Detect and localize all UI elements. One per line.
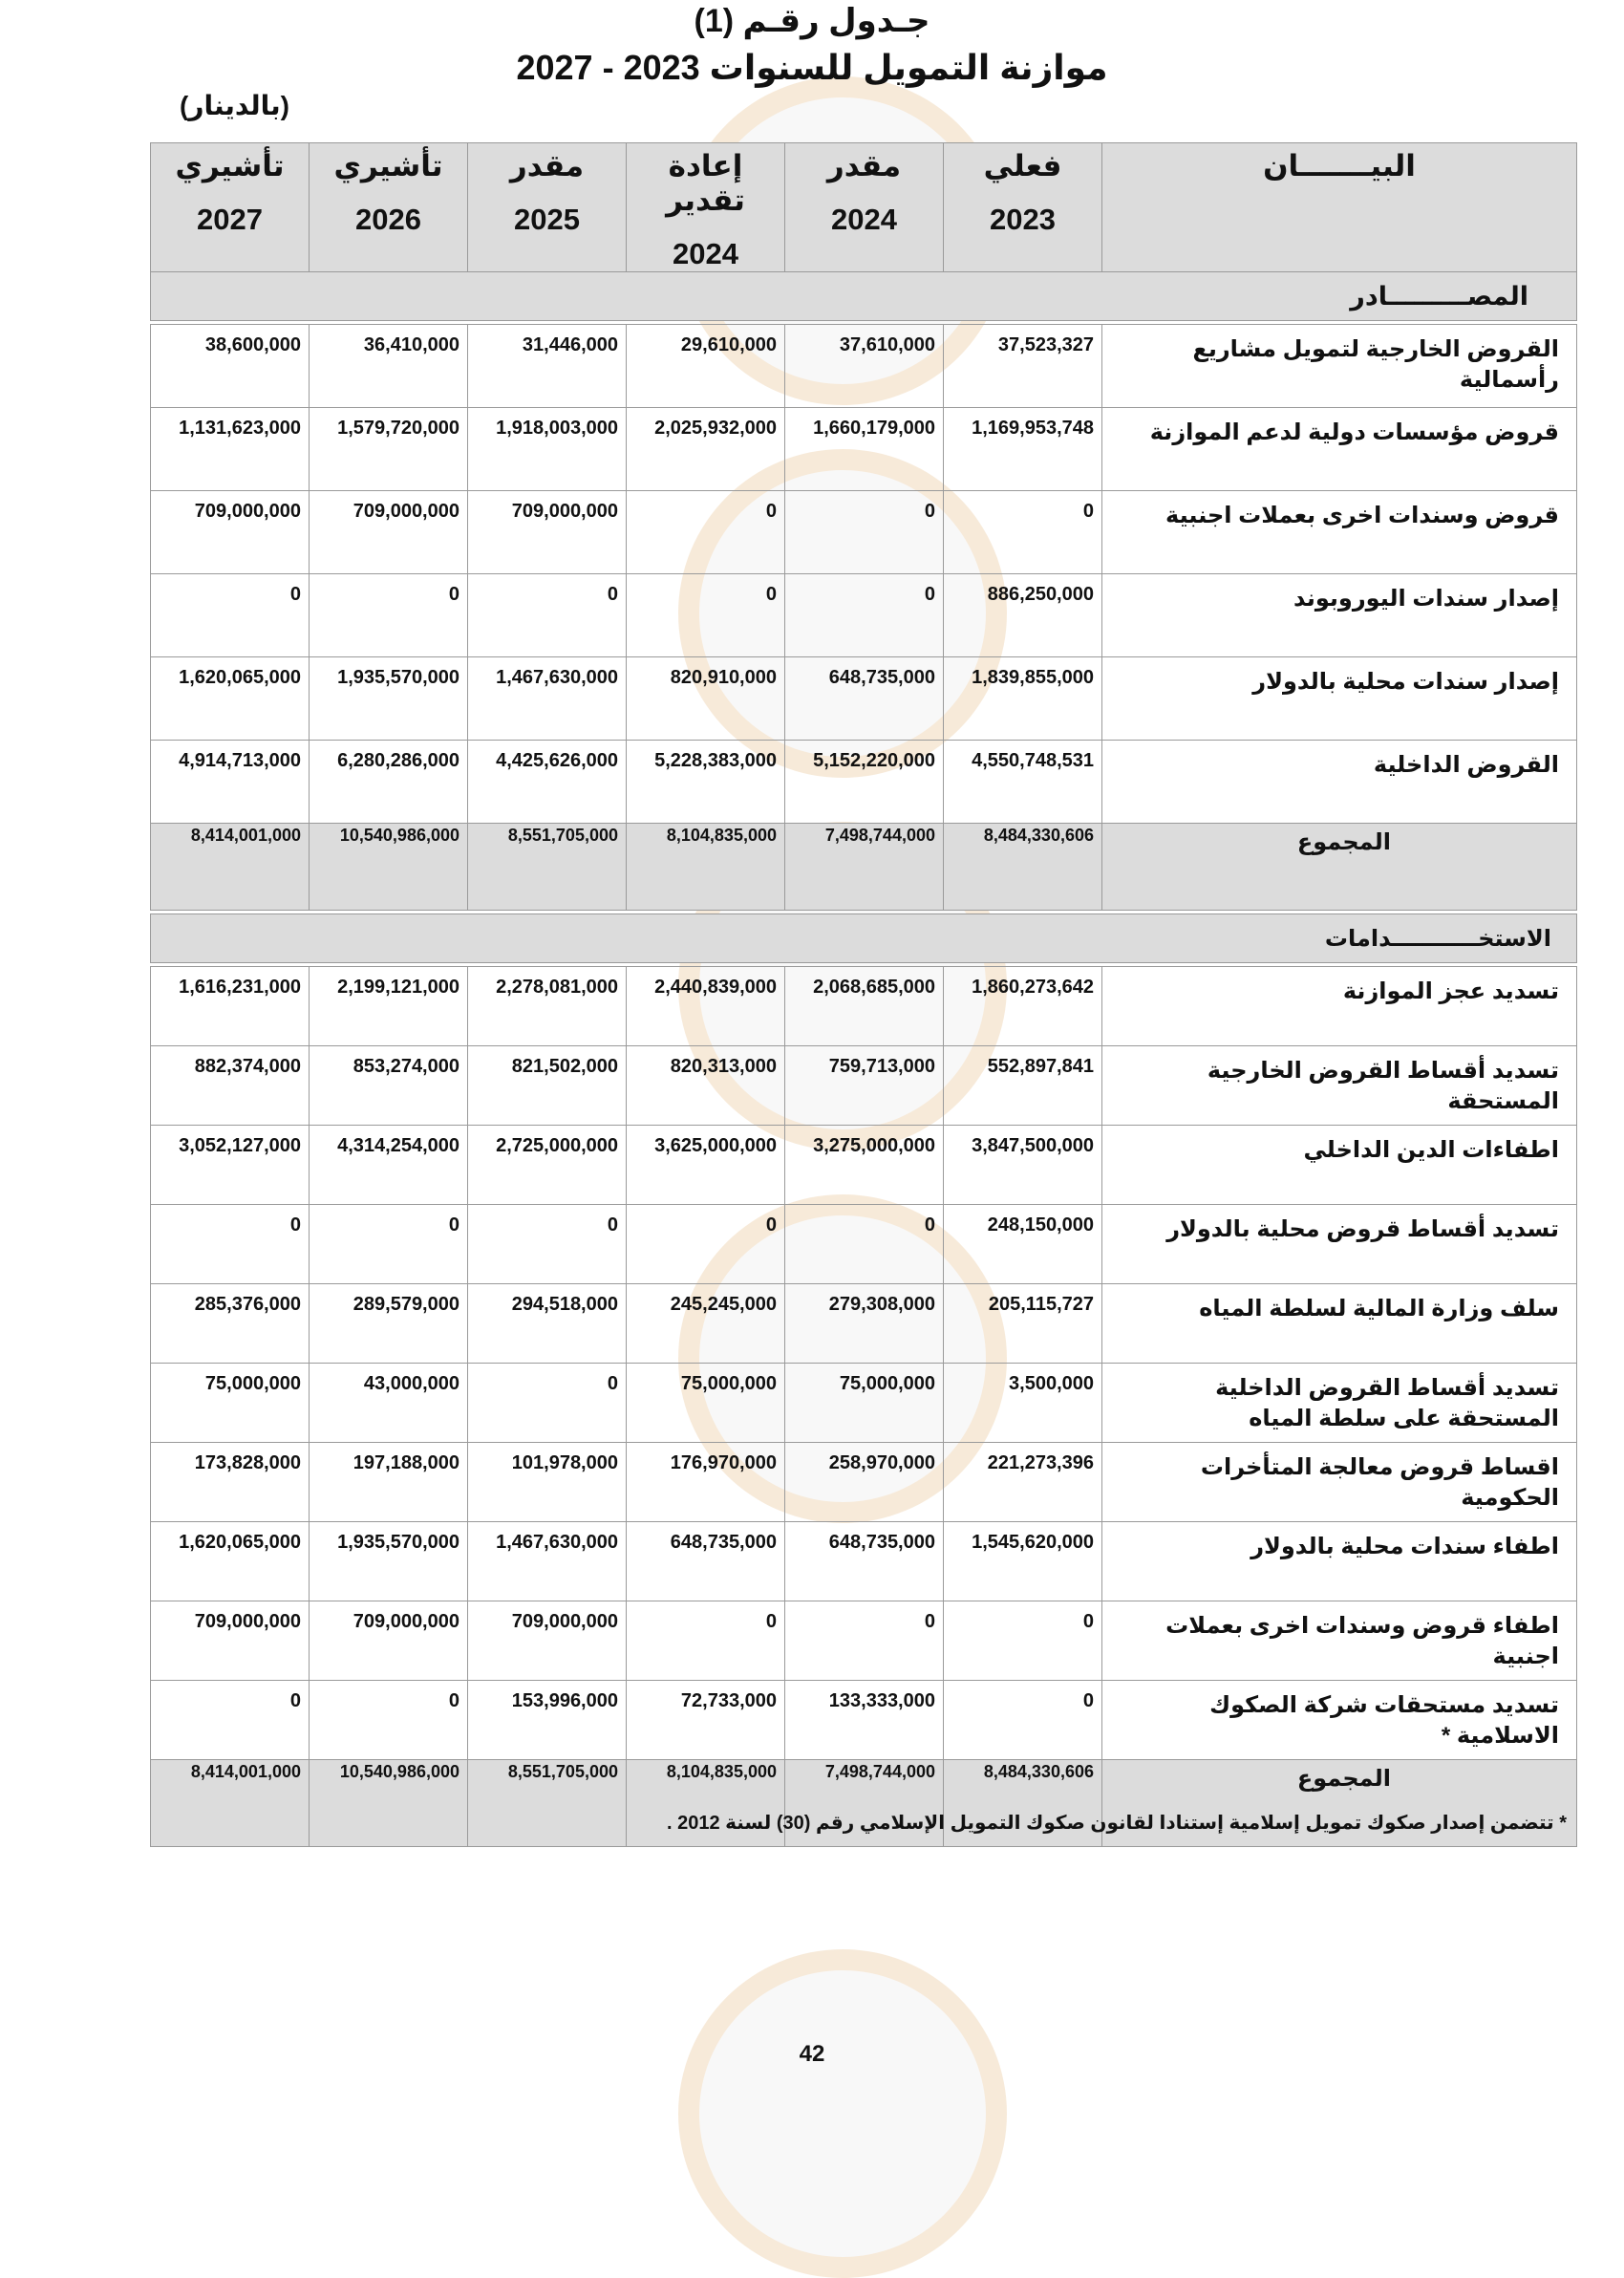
cell-value: 31,446,000: [468, 325, 627, 408]
row-label: تسديد مستحقات شركة الصكوك الاسلامية *: [1102, 1681, 1577, 1760]
cell-value: 72,733,000: [627, 1681, 785, 1760]
cell-value: 0: [468, 1364, 627, 1443]
column-type: تأشيري: [333, 149, 443, 183]
table-row: [151, 657, 1577, 741]
column-year: 2027: [197, 203, 263, 236]
cell-value: 2,725,000,000: [468, 1126, 627, 1205]
column-header-2024: [785, 143, 944, 272]
row-label: تسديد أقساط قروض محلية بالدولار: [1102, 1205, 1577, 1284]
cell-value: 248,150,000: [944, 1205, 1102, 1284]
cell-value: 258,970,000: [785, 1443, 944, 1522]
cell-value: 285,376,000: [151, 1284, 310, 1364]
total-label: [1102, 824, 1577, 911]
column-type: مقدر: [826, 149, 902, 183]
cell-value: 2,068,685,000: [785, 967, 944, 1046]
column-type: تأشيري: [175, 149, 285, 183]
watermark-clock: [678, 1949, 1007, 2278]
cell-value: 101,978,000: [468, 1443, 627, 1522]
row-label: اطفاءات الدين الداخلي: [1102, 1126, 1577, 1205]
cell-value: 0: [944, 1601, 1102, 1681]
row-label: القروض الداخلية: [1102, 741, 1577, 824]
row-label: قروض مؤسسات دولية لدعم الموازنة: [1102, 408, 1577, 491]
column-year: 2026: [355, 203, 421, 236]
cell-value: 0: [944, 1681, 1102, 1760]
cell-value: 3,625,000,000: [627, 1126, 785, 1205]
cell-value: 0: [785, 491, 944, 574]
cell-value: 75,000,000: [151, 1364, 310, 1443]
cell-value: 75,000,000: [627, 1364, 785, 1443]
cell-value: 2,440,839,000: [627, 967, 785, 1046]
cell-value: 245,245,000: [627, 1284, 785, 1364]
cell-value: 820,910,000: [627, 657, 785, 741]
page-title: موازنة التمويل للسنوات 2023 - 2027: [516, 48, 1108, 87]
cell-value: 0: [468, 574, 627, 657]
column-year: 2025: [514, 203, 580, 236]
table-row: [151, 1364, 1577, 1443]
row-label: تسديد عجز الموازنة: [1102, 967, 1577, 1046]
row-label: سلف وزارة المالية لسلطة المياه: [1102, 1284, 1577, 1364]
cell-value: 5,152,220,000: [785, 741, 944, 824]
row-label: القروض الخارجية لتمويل مشاريع رأسمالية: [1102, 325, 1577, 408]
column-header-2026: [310, 143, 468, 272]
cell-value: 43,000,000: [310, 1364, 468, 1443]
cell-value: 709,000,000: [468, 491, 627, 574]
cell-value: 1,660,179,000: [785, 408, 944, 491]
column-header-2025: [468, 143, 627, 272]
table-row: [151, 1443, 1577, 1522]
cell-value: 2,025,932,000: [627, 408, 785, 491]
cell-value: 29,610,000: [627, 325, 785, 408]
cell-value: 882,374,000: [151, 1046, 310, 1126]
cell-value: 0: [310, 1205, 468, 1284]
cell-value: 648,735,000: [785, 1522, 944, 1601]
cell-value: 3,847,500,000: [944, 1126, 1102, 1205]
cell-value: 1,935,570,000: [310, 657, 468, 741]
cell-value: 4,314,254,000: [310, 1126, 468, 1205]
cell-value: 0: [627, 491, 785, 574]
cell-value: 0: [944, 491, 1102, 574]
cell-value: 1,935,570,000: [310, 1522, 468, 1601]
column-header-description: [1102, 143, 1577, 272]
cell-value: 709,000,000: [310, 491, 468, 574]
cell-value: 0: [310, 574, 468, 657]
row-label: إصدار سندات محلية بالدولار: [1102, 657, 1577, 741]
footnote: * تتضمن إصدار صكوك تمويل إسلامية إستنادا لقانون صكوك التمويل الإسلامي رقم (30) لسنة 2012 .: [666, 1813, 1567, 1834]
uses-section-header: [151, 914, 1577, 963]
column-year: 2024: [831, 203, 897, 236]
total-label-text: المجموع: [1296, 1766, 1391, 1792]
row-label: تسديد أقساط القروض الداخلية المستحقة على سلطة المياه: [1102, 1364, 1577, 1443]
cell-value: 75,000,000: [785, 1364, 944, 1443]
row-label: اطفاء قروض وسندات اخرى بعملات اجنبية: [1102, 1601, 1577, 1681]
sources-total-row: [151, 824, 1577, 911]
cell-value: 37,523,327: [944, 325, 1102, 408]
table-row: [151, 574, 1577, 657]
total-value: 7,498,744,000: [785, 824, 944, 911]
total-value: 8,414,001,000: [151, 1760, 310, 1847]
sources-section-header: [151, 272, 1577, 321]
cell-value: 153,996,000: [468, 1681, 627, 1760]
column-header-2023: [944, 143, 1102, 272]
cell-value: 1,616,231,000: [151, 967, 310, 1046]
cell-value: 279,308,000: [785, 1284, 944, 1364]
cell-value: 133,333,000: [785, 1681, 944, 1760]
cell-value: 1,839,855,000: [944, 657, 1102, 741]
cell-value: 1,918,003,000: [468, 408, 627, 491]
cell-value: 1,860,273,642: [944, 967, 1102, 1046]
section-heading: الاستخـــــــــــدامات: [151, 914, 1577, 963]
cell-value: 3,500,000: [944, 1364, 1102, 1443]
column-type: البيـــــــان: [1263, 149, 1416, 183]
table-row: [151, 1601, 1577, 1681]
total-label-text: المجموع: [1296, 829, 1391, 855]
cell-value: 0: [151, 1681, 310, 1760]
cell-value: 709,000,000: [151, 491, 310, 574]
cell-value: 37,610,000: [785, 325, 944, 408]
cell-value: 886,250,000: [944, 574, 1102, 657]
row-label: قروض وسندات اخرى بعملات اجنبية: [1102, 491, 1577, 574]
total-value: 8,104,835,000: [627, 824, 785, 911]
row-label: تسديد أقساط القروض الخارجية المستحقة: [1102, 1046, 1577, 1126]
total-value: 8,414,001,000: [151, 824, 310, 911]
cell-value: 0: [627, 1205, 785, 1284]
cell-value: 0: [627, 1601, 785, 1681]
cell-value: 1,579,720,000: [310, 408, 468, 491]
table-row: [151, 491, 1577, 574]
row-label: اطفاء سندات محلية بالدولار: [1102, 1522, 1577, 1601]
total-value: 8,551,705,000: [468, 824, 627, 911]
column-header-2027: [151, 143, 310, 272]
cell-value: 853,274,000: [310, 1046, 468, 1126]
cell-value: 3,052,127,000: [151, 1126, 310, 1205]
cell-value: 1,620,065,000: [151, 657, 310, 741]
cell-value: 759,713,000: [785, 1046, 944, 1126]
cell-value: 1,467,630,000: [468, 657, 627, 741]
cell-value: 38,600,000: [151, 325, 310, 408]
table-row: [151, 1284, 1577, 1364]
cell-value: 1,545,620,000: [944, 1522, 1102, 1601]
cell-value: 552,897,841: [944, 1046, 1102, 1126]
cell-value: 36,410,000: [310, 325, 468, 408]
cell-value: 205,115,727: [944, 1284, 1102, 1364]
cell-value: 4,914,713,000: [151, 741, 310, 824]
column-type: إعادة تقدير: [666, 149, 745, 217]
total-value: 8,484,330,606: [944, 1760, 1102, 1847]
cell-value: 5,228,383,000: [627, 741, 785, 824]
cell-value: 289,579,000: [310, 1284, 468, 1364]
section-heading: المصـــــــــادر: [151, 272, 1577, 321]
cell-value: 1,467,630,000: [468, 1522, 627, 1601]
table-number-title: جـدول رقـم (1): [694, 3, 930, 39]
cell-value: 0: [627, 574, 785, 657]
cell-value: 176,970,000: [627, 1443, 785, 1522]
cell-value: 0: [785, 1601, 944, 1681]
cell-value: 197,188,000: [310, 1443, 468, 1522]
table-row: [151, 1046, 1577, 1126]
cell-value: 1,620,065,000: [151, 1522, 310, 1601]
cell-value: 0: [310, 1681, 468, 1760]
cell-value: 0: [468, 1205, 627, 1284]
column-type: فعلي: [983, 149, 1062, 183]
table-header-row: [151, 143, 1577, 272]
cell-value: 0: [151, 574, 310, 657]
financing-budget-table: [150, 142, 1577, 1847]
cell-value: 648,735,000: [785, 657, 944, 741]
cell-value: 3,275,000,000: [785, 1126, 944, 1205]
cell-value: 0: [785, 1205, 944, 1284]
cell-value: 709,000,000: [151, 1601, 310, 1681]
column-year: 2024: [673, 237, 738, 270]
cell-value: 173,828,000: [151, 1443, 310, 1522]
total-value: 7,498,744,000: [785, 1760, 944, 1847]
total-value: 8,551,705,000: [468, 1760, 627, 1847]
total-value: 8,104,835,000: [627, 1760, 785, 1847]
table-row: [151, 1522, 1577, 1601]
column-header-2024: [627, 143, 785, 272]
cell-value: 4,550,748,531: [944, 741, 1102, 824]
cell-value: 2,278,081,000: [468, 967, 627, 1046]
cell-value: 1,131,623,000: [151, 408, 310, 491]
cell-value: 0: [785, 574, 944, 657]
total-value: 10,540,986,000: [310, 1760, 468, 1847]
row-label: إصدار سندات اليوروبوند: [1102, 574, 1577, 657]
row-label: اقساط قروض معالجة المتأخرات الحكومية: [1102, 1443, 1577, 1522]
cell-value: 6,280,286,000: [310, 741, 468, 824]
cell-value: 821,502,000: [468, 1046, 627, 1126]
cell-value: 820,313,000: [627, 1046, 785, 1126]
table-row: [151, 741, 1577, 824]
total-value: 10,540,986,000: [310, 824, 468, 911]
cell-value: 4,425,626,000: [468, 741, 627, 824]
page-number: 42: [799, 2041, 825, 2067]
cell-value: 648,735,000: [627, 1522, 785, 1601]
cell-value: 709,000,000: [310, 1601, 468, 1681]
table-row: [151, 1681, 1577, 1760]
cell-value: 1,169,953,748: [944, 408, 1102, 491]
total-value: 8,484,330,606: [944, 824, 1102, 911]
table-row: [151, 408, 1577, 491]
cell-value: 2,199,121,000: [310, 967, 468, 1046]
currency-unit: (بالدينار): [180, 91, 289, 120]
cell-value: 294,518,000: [468, 1284, 627, 1364]
table-row: [151, 1126, 1577, 1205]
table-row: [151, 967, 1577, 1046]
cell-value: 709,000,000: [468, 1601, 627, 1681]
cell-value: 0: [151, 1205, 310, 1284]
table-row: [151, 1205, 1577, 1284]
table-row: [151, 325, 1577, 408]
column-type: مقدر: [509, 149, 585, 183]
cell-value: 221,273,396: [944, 1443, 1102, 1522]
column-year: 2023: [990, 203, 1056, 236]
